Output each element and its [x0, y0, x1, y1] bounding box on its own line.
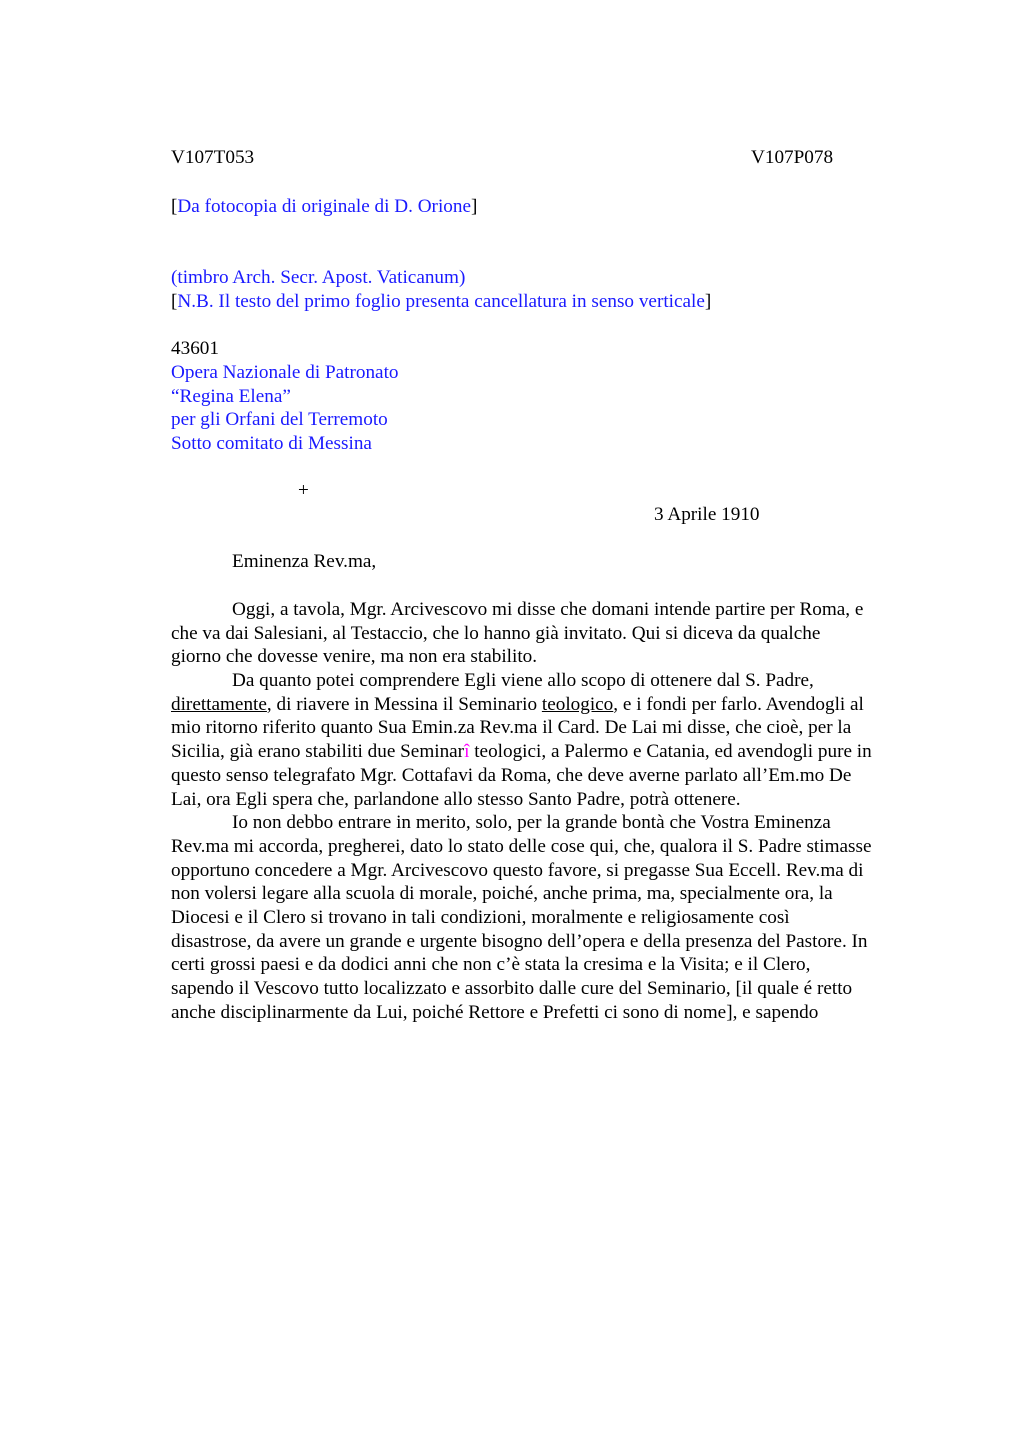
bracket-close: ] [704, 291, 712, 312]
salutation: Eminenza Rev.ma, [232, 551, 377, 572]
letterhead-line: Sotto comitato di Messina [171, 433, 372, 455]
body-line: Da quanto potei comprendere Egli viene allo scopo di ottenere dal S. Padre, [232, 670, 814, 692]
body-text: , e i fondi per farlo. Avendogli al [613, 693, 864, 715]
body-line [171, 693, 941, 717]
cross-mark: + [298, 480, 309, 501]
body-line: Lai, ora Egli spera che, parlandone allo stesso Santo Padre, potrà ottenere. [171, 788, 741, 810]
bracket-close: ] [470, 196, 478, 217]
stamp-note: (timbro Arch. Secr. Apost. Vaticanum) [171, 267, 466, 288]
body-line: giorno che dovesse venire, ma non era stabilito. [171, 646, 538, 668]
body-text: , di riavere in Messina il Seminario [266, 693, 542, 715]
body-line: non volersi legare alla scuola di morale, poiché, anche prima, ma, specialmente ora, la [171, 883, 833, 905]
source-note [171, 195, 477, 219]
body-line: disastrose, da avere un grande e urgente bisogno dell’opera e della presenza del Pastore. In [171, 930, 868, 952]
body-line: Diocesi e il Clero si trovano in tali condizioni, moralmente e religiosamente così [171, 906, 790, 928]
body-line: Io non debbo entrare in merito, solo, per la grande bontà che Vostra Eminenza [232, 812, 831, 834]
nb-note [171, 290, 711, 314]
body-line: che va dai Salesiani, al Testaccio, che lo hanno già invitato. Qui si diceva da qualche [171, 622, 821, 644]
underlined-word: direttamente [171, 693, 267, 715]
body-line: sapendo il Vescovo tutto localizzato e assorbito dalle cure del Seminario, [il quale é retto [171, 978, 853, 999]
body-line: questo senso telegrafato Mgr. Cottafavi da Roma, che deve averne parlato all’Em.mo De [171, 764, 852, 786]
body-line: Rev.ma mi accorda, pregherei, dato lo stato delle cose qui, che, qualora il S. Padre stimasse [171, 835, 872, 857]
body-text: teologici, a Palermo e Catania, ed avendogli pure in [469, 741, 872, 763]
accent-mark: î [464, 741, 470, 763]
document-number: 43601 [171, 338, 219, 359]
nb-note-text: N.B. Il testo del primo foglio presenta cancellatura in senso verticale [177, 291, 705, 312]
letterhead-line: per gli Orfani del Terremoto [171, 409, 388, 431]
bracket-open: [ [171, 196, 178, 217]
body-line: certi grossi paesi e da dodici anni che non c’è stata la cresima e la Visita; e il Clero, [171, 954, 811, 976]
body-line: Oggi, a tavola, Mgr. Arcivescovo mi disse che domani intende partire per Roma, e [232, 599, 864, 620]
body-line: anche disciplinarmente da Lui, poiché Rettore e Prefetti ci sono di nome], e sapendo [171, 1001, 819, 1023]
volume-code-right: V107P078 [751, 147, 834, 168]
letter-date: 3 Aprile 1910 [654, 504, 760, 525]
letterhead-line: Opera Nazionale di Patronato [171, 362, 399, 383]
body-text: Sicilia, già erano stabiliti due Seminar [171, 741, 465, 763]
volume-code-left: V107T053 [171, 147, 255, 168]
underlined-word: teologico [541, 693, 614, 715]
letterhead-line: “Regina Elena” [171, 385, 291, 407]
bracket-open: [ [171, 291, 178, 312]
letterhead [171, 361, 399, 456]
body-line: mio ritorno riferito quanto Sua Emin.za Rev.ma il Card. De Lai mi disse, che cioè, per la [171, 717, 852, 739]
source-note-text: Da fotocopia di originale di D. Orione [177, 196, 471, 217]
body-line [171, 740, 941, 764]
body-line: opportuno concedere a Mgr. Arcivescovo questo favore, si pregasse Sua Eccell. Rev.ma di [171, 859, 864, 881]
letter-body [171, 598, 941, 1024]
